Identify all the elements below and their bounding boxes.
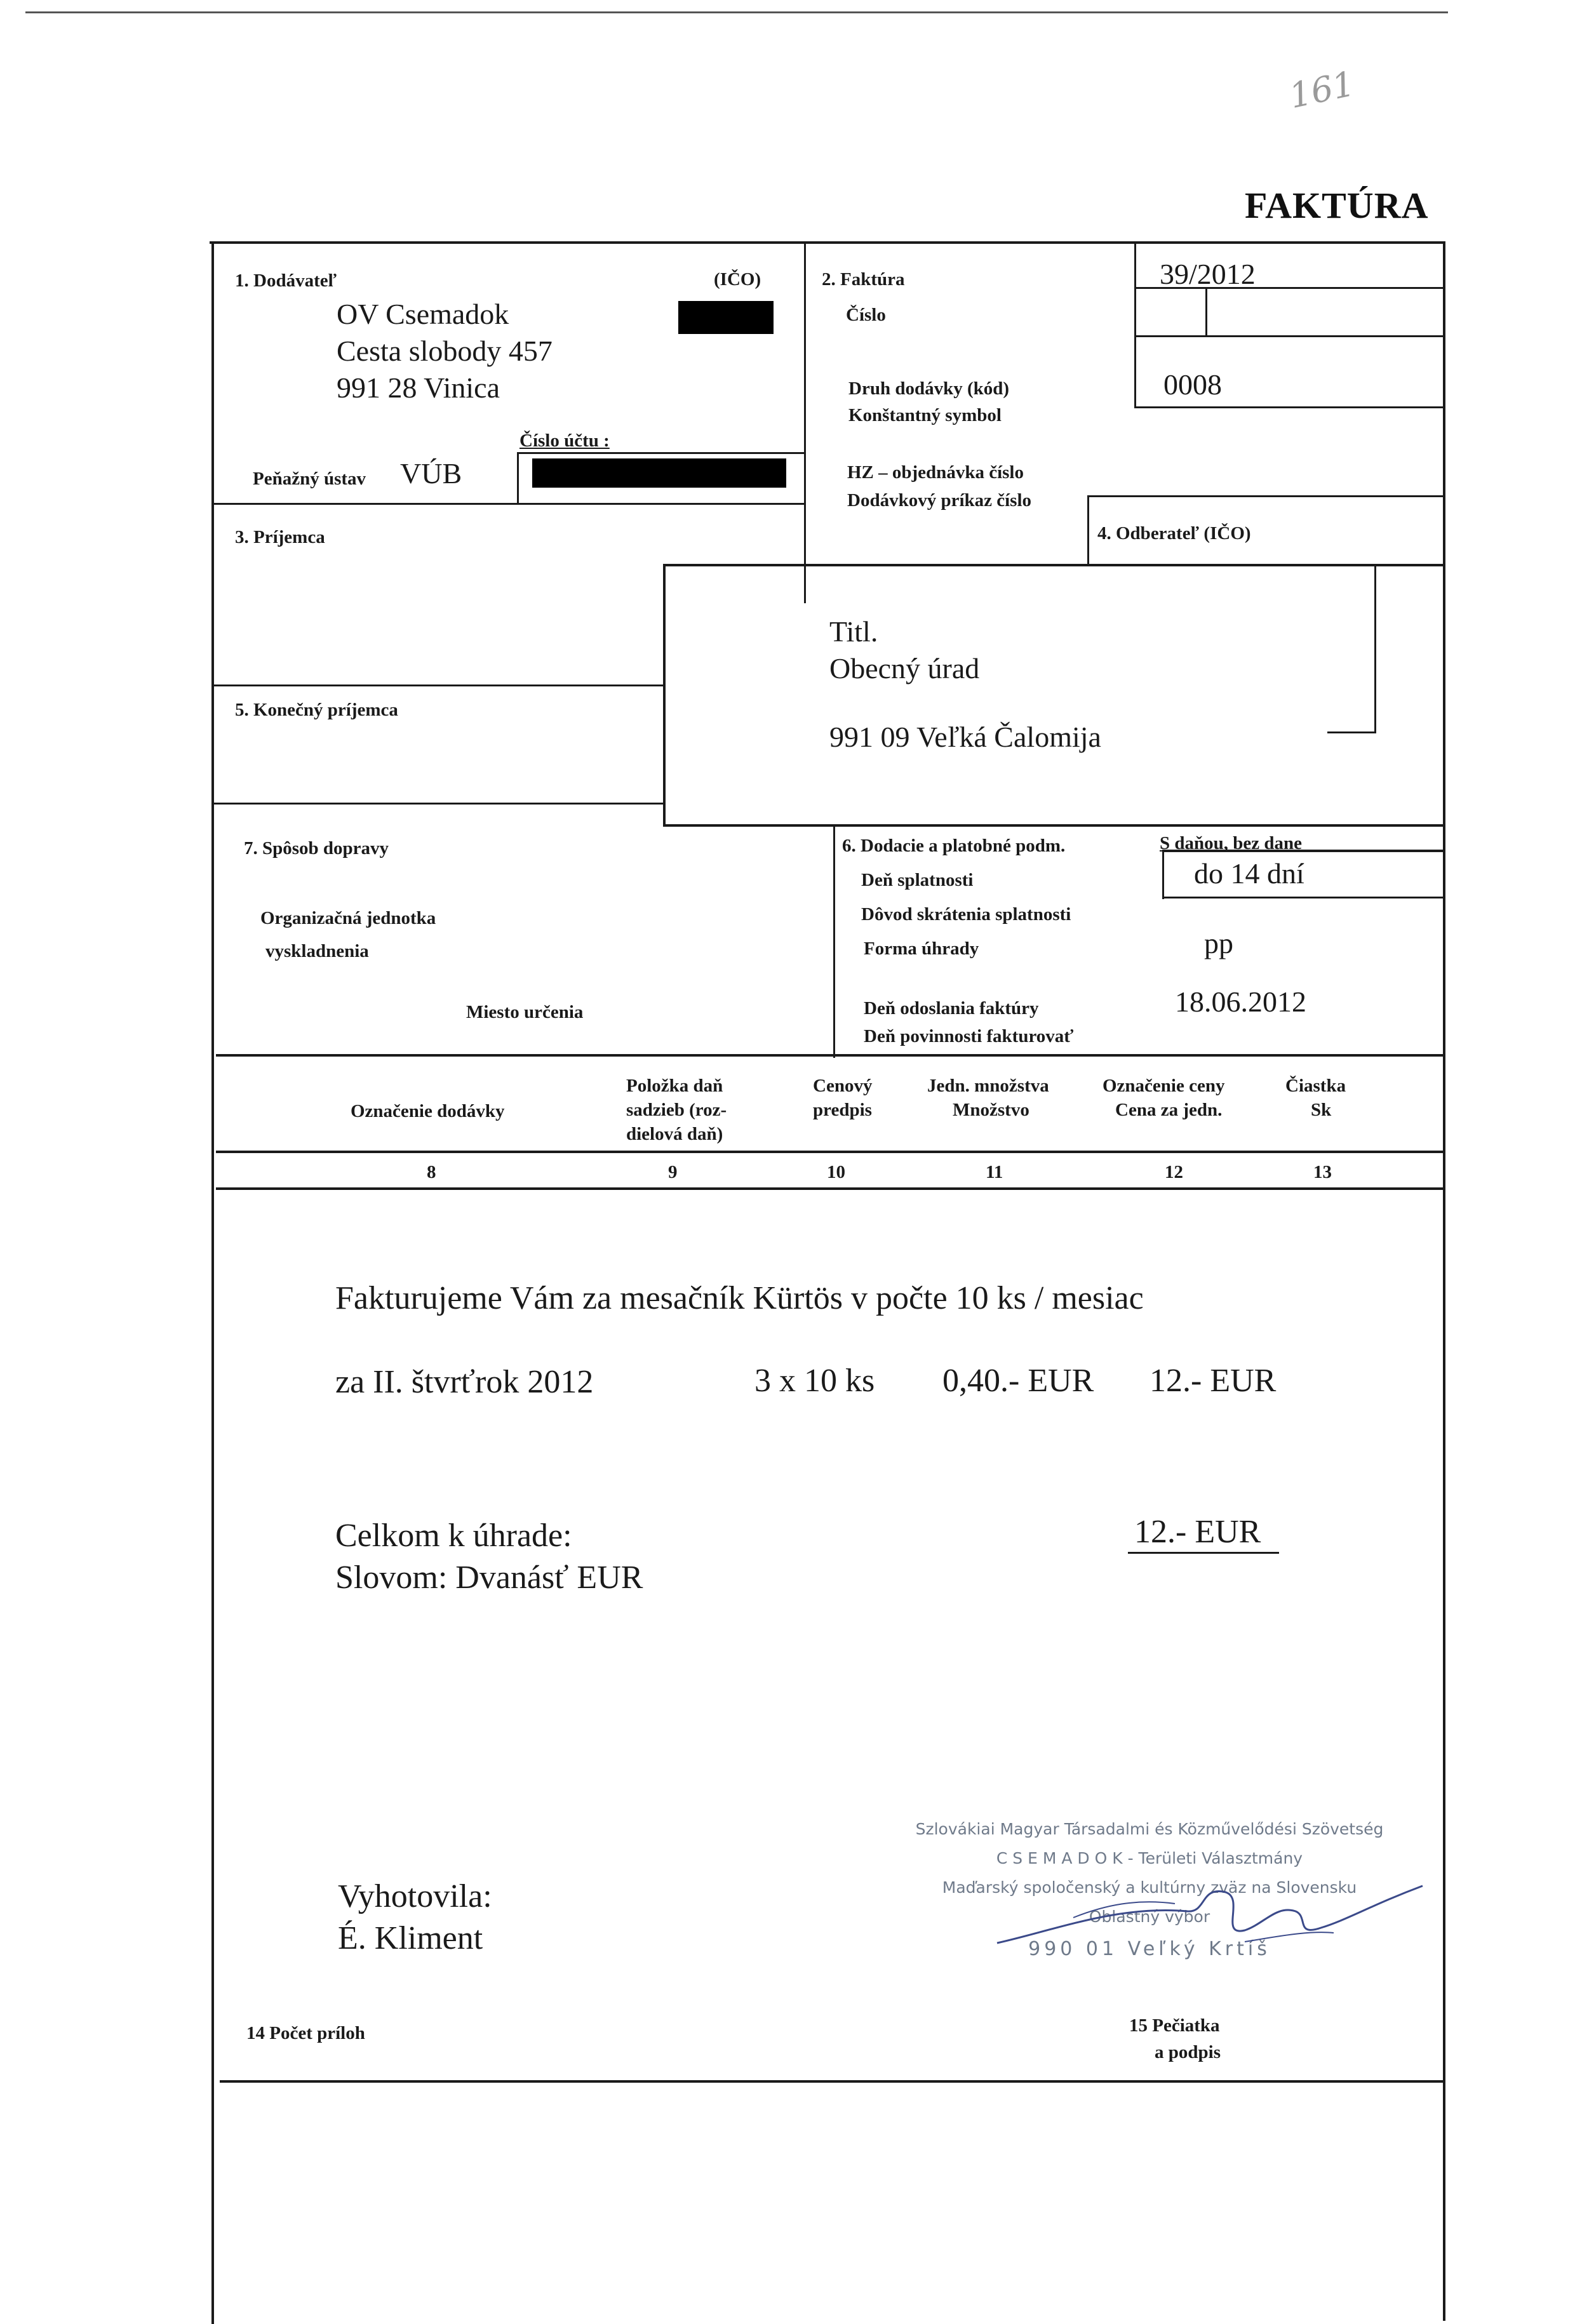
col-header-tax-2: sadzieb (roz- xyxy=(626,1100,727,1120)
invnum-line-2 xyxy=(1134,335,1444,337)
table-numbers-bottom xyxy=(216,1187,1444,1190)
stamp-line-3: Maďarský spoločenský a kultúrny zväz na Slovensku xyxy=(942,1878,1357,1897)
table-header-bottom xyxy=(216,1151,1444,1153)
sent-date-label: Deň odoslania faktúry xyxy=(864,998,1039,1018)
supplier-city: 991 28 Vinica xyxy=(337,371,500,404)
col-header-unit-2: Množstvo xyxy=(953,1100,1029,1120)
stamp-line-2: C S E M A D O K - Területi Választmány xyxy=(996,1849,1303,1867)
total-label: Celkom k úhrade: xyxy=(335,1518,572,1554)
col-number-12: 12 xyxy=(1165,1162,1183,1182)
frame-left xyxy=(211,241,214,2324)
payment-form-label: Forma úhrady xyxy=(864,938,979,959)
prepared-by-label: Vyhotovila: xyxy=(338,1878,492,1914)
supplier-name: OV Csemadok xyxy=(337,298,509,330)
final-recipient-label: 5. Konečný príjemca xyxy=(235,700,398,720)
left-line-recipient xyxy=(211,685,664,686)
col-number-8: 8 xyxy=(427,1162,436,1182)
total-underline xyxy=(1128,1552,1279,1554)
supplier-label: 1. Dodávateľ xyxy=(235,270,337,291)
col-number-9: 9 xyxy=(668,1162,678,1182)
frame-right xyxy=(1443,241,1445,2321)
invoice-number-value: 39/2012 xyxy=(1160,258,1256,290)
invoice-number-label: Číslo xyxy=(846,305,886,325)
col-header-unitprice-2: Cena za jedn. xyxy=(1115,1100,1223,1120)
col-header-unitprice-1: Označenie ceny xyxy=(1102,1076,1225,1096)
tax-label: S daňou, bez dane xyxy=(1160,833,1303,853)
scan-top-line xyxy=(25,11,1448,13)
payment-label: 6. Dodacie a platobné podm. xyxy=(842,836,1066,856)
col-number-13: 13 xyxy=(1313,1162,1332,1182)
due-date-value: do 14 dní xyxy=(1194,857,1304,890)
stamp-line-1: Szlovákiai Magyar Társadalmi és Közművelődési Szövetség xyxy=(915,1820,1384,1838)
invoice-label: 2. Faktúra xyxy=(822,269,905,290)
address-frame-top xyxy=(664,564,1444,566)
invoice-unit-price: 0,40.- EUR xyxy=(942,1363,1094,1399)
destination-label: Miesto určenia xyxy=(466,1002,584,1022)
stamp-line-4: Oblastný výbor xyxy=(1089,1907,1210,1926)
left-line-bank xyxy=(211,503,805,505)
shortening-label: Dôvod skrátenia splatnosti xyxy=(861,904,1071,925)
col-header-unit-1: Jedn. množstva xyxy=(927,1076,1049,1096)
invoice-quantity: 3 x 10 ks xyxy=(754,1363,875,1399)
invnum-box-left xyxy=(1134,241,1136,408)
org-unit-label-2: vyskladnenia xyxy=(265,941,369,961)
col-header-amount-2: Sk xyxy=(1311,1100,1332,1120)
transport-label: 7. Spôsob dopravy xyxy=(244,838,389,858)
col-header-tax-1: Položka daň xyxy=(626,1076,723,1096)
divider-v-top xyxy=(804,241,806,603)
address-frame-inner-bottom xyxy=(1327,731,1376,733)
total-in-words: Slovom: Dvanásť EUR xyxy=(335,1559,643,1596)
divider-v-mid xyxy=(833,824,835,1058)
document-title: FAKTÚRA xyxy=(1245,185,1429,226)
col-header-delivery: Označenie dodávky xyxy=(351,1101,505,1121)
left-line-final-recipient xyxy=(211,803,664,805)
frame-top xyxy=(210,241,1445,244)
address-frame-left xyxy=(663,564,666,827)
invoice-amount: 12.- EUR xyxy=(1149,1363,1277,1399)
customer-line-2: Obecný úrad xyxy=(829,652,980,685)
col-number-11: 11 xyxy=(986,1162,1003,1182)
invnum-tick xyxy=(1205,289,1207,335)
stamp-signature-label-1: 15 Pečiatka xyxy=(1129,2015,1220,2036)
invoice-period: za II. štvrťrok 2012 xyxy=(335,1364,594,1400)
supplier-ico-label: (IČO) xyxy=(714,269,761,290)
taxable-date-label: Deň povinnosti fakturovať xyxy=(864,1026,1074,1046)
col-header-amount-1: Čiastka xyxy=(1285,1076,1346,1096)
prepared-by-name: É. Kliment xyxy=(338,1920,483,1956)
invnum-line-3 xyxy=(1134,406,1444,408)
supplier-street: Cesta slobody 457 xyxy=(337,335,553,367)
delivery-type-label: Druh dodávky (kód) xyxy=(848,378,1010,399)
due-date-label: Deň splatnosti xyxy=(861,870,974,890)
bank-label: Peňažný ústav xyxy=(253,469,366,489)
order-number-label: HZ – objednávka číslo xyxy=(847,462,1024,483)
customer-box-top xyxy=(1087,495,1444,497)
account-number-redacted xyxy=(532,458,786,488)
address-frame-inner-right xyxy=(1374,565,1376,733)
customer-label: 4. Odberateľ (IČO) xyxy=(1097,523,1251,544)
customer-line-3: 991 09 Veľká Čalomija xyxy=(829,721,1101,753)
delivery-order-label: Dodávkový príkaz číslo xyxy=(847,490,1032,511)
invoice-text-line-1: Fakturujeme Vám za mesačník Kürtös v počte 10 ks / mesiac xyxy=(335,1280,1144,1316)
supplier-ico-redacted xyxy=(678,301,774,334)
account-label: Číslo účtu : xyxy=(519,431,610,451)
attachments-label: 14 Počet príloh xyxy=(246,2023,365,2043)
col-header-tax-3: dielová daň) xyxy=(626,1124,723,1144)
frame-bottom xyxy=(220,2080,1445,2083)
due-box-left xyxy=(1162,850,1164,899)
recipient-label: 3. Príjemca xyxy=(235,527,325,547)
signature xyxy=(978,1867,1435,1968)
constant-symbol-label: Konštantný symbol xyxy=(848,405,1002,425)
org-unit-label-1: Organizačná jednotka xyxy=(260,908,436,928)
stamp-line-5: 990 01 Veľký Krtíš xyxy=(1028,1938,1271,1960)
payment-form-value: pp xyxy=(1204,927,1233,959)
table-header-top xyxy=(216,1054,1444,1057)
sent-date-value: 18.06.2012 xyxy=(1175,985,1306,1018)
account-box-top xyxy=(517,452,806,454)
address-frame-bottom xyxy=(663,824,1444,827)
account-box-left xyxy=(517,452,519,503)
customer-line-1: Titl. xyxy=(829,615,878,648)
col-number-10: 10 xyxy=(827,1162,845,1182)
col-header-price-1: Cenový xyxy=(813,1076,873,1096)
due-box-bottom xyxy=(1162,897,1444,898)
col-header-price-2: predpis xyxy=(813,1100,872,1120)
handwritten-page-number: 161 xyxy=(1285,63,1358,117)
customer-box-left xyxy=(1087,495,1089,565)
total-value: 12.- EUR xyxy=(1134,1514,1261,1550)
stamp-signature-label-2: a podpis xyxy=(1155,2042,1221,2062)
constant-symbol-value: 0008 xyxy=(1163,368,1222,401)
bank-value: VÚB xyxy=(400,457,462,490)
